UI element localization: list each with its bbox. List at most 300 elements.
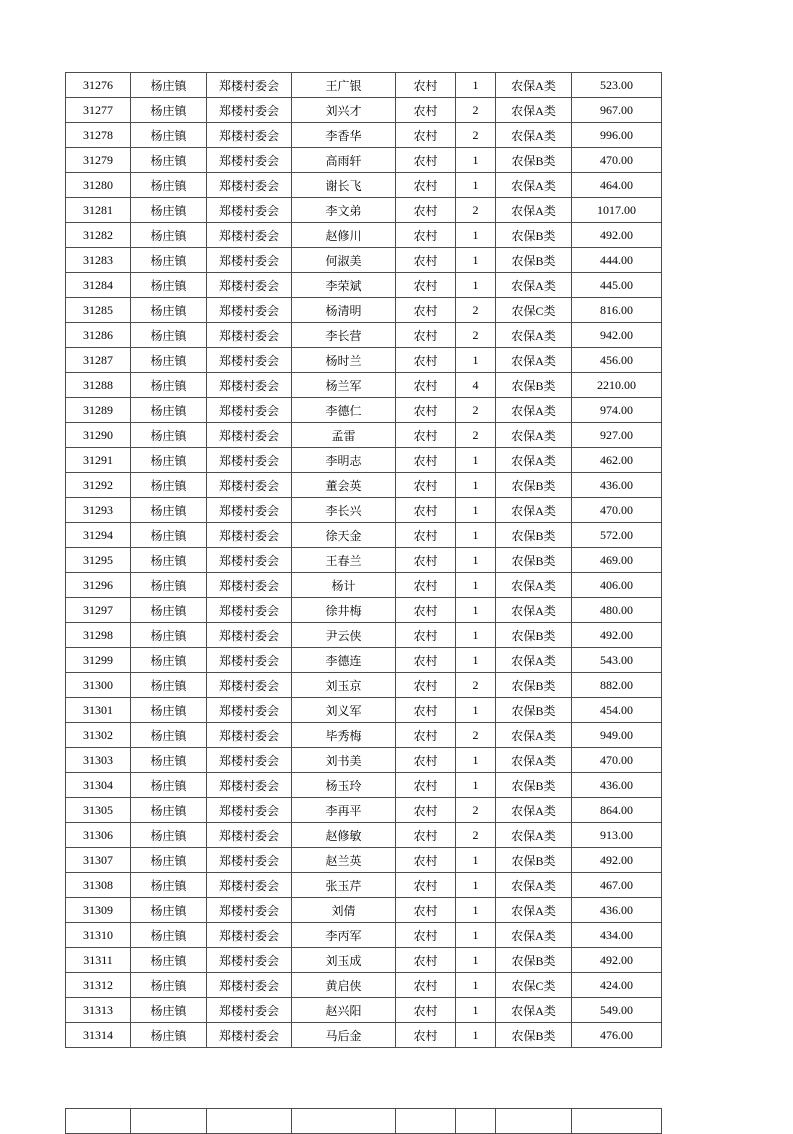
- cell-amount: 927.00: [572, 423, 662, 448]
- cell-person-count: 1: [456, 148, 496, 173]
- cell-residence-type: 农村: [396, 648, 456, 673]
- cell-insurance-category: 农保B类: [496, 148, 572, 173]
- cell-person-count: 2: [456, 298, 496, 323]
- cell-record-id: 31306: [66, 823, 131, 848]
- cell-person-name: 孟雷: [292, 423, 396, 448]
- cell-village-committee: 郑楼村委会: [207, 123, 292, 148]
- cell-residence-type: 农村: [396, 998, 456, 1023]
- table-row: [66, 798, 662, 823]
- cell-record-id: 31296: [66, 573, 131, 598]
- cell-record-id: 31276: [66, 73, 131, 98]
- cell-person-count: 1: [456, 648, 496, 673]
- cell-town: 杨庄镇: [131, 773, 207, 798]
- cell-person-name: 赵修敏: [292, 823, 396, 848]
- cell-town: 杨庄镇: [131, 848, 207, 873]
- cell-insurance-category: 农保A类: [496, 873, 572, 898]
- cell-insurance-category: 农保B类: [496, 673, 572, 698]
- cell-town: 杨庄镇: [131, 248, 207, 273]
- cell-village-committee: 郑楼村委会: [207, 1023, 292, 1048]
- cell-insurance-category: [496, 1109, 572, 1134]
- cell-person-name: 高雨轩: [292, 148, 396, 173]
- cell-insurance-category: 农保A类: [496, 323, 572, 348]
- cell-village-committee: 郑楼村委会: [207, 73, 292, 98]
- table-row: [66, 923, 662, 948]
- cell-person-name: 李丙军: [292, 923, 396, 948]
- cell-person-count: 1: [456, 773, 496, 798]
- cell-person-name: 李长营: [292, 323, 396, 348]
- cell-record-id: 31314: [66, 1023, 131, 1048]
- cell-record-id: 31284: [66, 273, 131, 298]
- cell-person-name: 刘玉京: [292, 673, 396, 698]
- cell-person-name: 徐井梅: [292, 598, 396, 623]
- cell-amount: 406.00: [572, 573, 662, 598]
- cell-person-name: 李文弟: [292, 198, 396, 223]
- cell-person-name: 杨玉玲: [292, 773, 396, 798]
- cell-amount: 436.00: [572, 773, 662, 798]
- cell-insurance-category: 农保A类: [496, 398, 572, 423]
- cell-town: 杨庄镇: [131, 98, 207, 123]
- table-row: [66, 898, 662, 923]
- cell-person-count: 1: [456, 473, 496, 498]
- cell-amount: 445.00: [572, 273, 662, 298]
- cell-person-name: 杨兰军: [292, 373, 396, 398]
- cell-amount: 949.00: [572, 723, 662, 748]
- cell-town: 杨庄镇: [131, 73, 207, 98]
- cell-village-committee: 郑楼村委会: [207, 873, 292, 898]
- cell-residence-type: 农村: [396, 848, 456, 873]
- next-page-table-fragment: [65, 1108, 662, 1134]
- cell-record-id: 31302: [66, 723, 131, 748]
- table-row: [66, 73, 662, 98]
- table-row: [66, 698, 662, 723]
- cell-residence-type: 农村: [396, 473, 456, 498]
- fragment-body: [66, 1109, 662, 1134]
- cell-amount: 492.00: [572, 848, 662, 873]
- table-row: [66, 573, 662, 598]
- table-row: [66, 298, 662, 323]
- cell-residence-type: 农村: [396, 948, 456, 973]
- table-row: [66, 148, 662, 173]
- table-row: [66, 523, 662, 548]
- cell-insurance-category: 农保B类: [496, 223, 572, 248]
- cell-residence-type: 农村: [396, 73, 456, 98]
- cell-person-count: 1: [456, 1023, 496, 1048]
- table-row: [66, 823, 662, 848]
- cell-insurance-category: 农保B类: [496, 373, 572, 398]
- cell-amount: 967.00: [572, 98, 662, 123]
- cell-person-name: 赵修川: [292, 223, 396, 248]
- cell-record-id: [66, 1109, 131, 1134]
- cell-residence-type: 农村: [396, 923, 456, 948]
- cell-insurance-category: 农保B类: [496, 523, 572, 548]
- cell-amount: 864.00: [572, 798, 662, 823]
- cell-record-id: 31293: [66, 498, 131, 523]
- table-row: [66, 198, 662, 223]
- cell-person-count: 1: [456, 623, 496, 648]
- cell-amount: [572, 1109, 662, 1134]
- cell-village-committee: 郑楼村委会: [207, 998, 292, 1023]
- cell-town: 杨庄镇: [131, 173, 207, 198]
- cell-residence-type: 农村: [396, 773, 456, 798]
- cell-record-id: 31307: [66, 848, 131, 873]
- cell-record-id: 31287: [66, 348, 131, 373]
- cell-record-id: 31278: [66, 123, 131, 148]
- cell-record-id: 31279: [66, 148, 131, 173]
- cell-amount: 942.00: [572, 323, 662, 348]
- cell-record-id: 31288: [66, 373, 131, 398]
- cell-residence-type: 农村: [396, 748, 456, 773]
- cell-residence-type: 农村: [396, 873, 456, 898]
- cell-residence-type: 农村: [396, 223, 456, 248]
- cell-insurance-category: 农保A类: [496, 648, 572, 673]
- cell-person-name: 赵兰英: [292, 848, 396, 873]
- cell-record-id: 31286: [66, 323, 131, 348]
- cell-village-committee: 郑楼村委会: [207, 698, 292, 723]
- cell-amount: 470.00: [572, 748, 662, 773]
- cell-person-name: 李德连: [292, 648, 396, 673]
- cell-amount: 492.00: [572, 948, 662, 973]
- cell-residence-type: 农村: [396, 498, 456, 523]
- cell-town: 杨庄镇: [131, 423, 207, 448]
- cell-record-id: 31309: [66, 898, 131, 923]
- table-row: [66, 173, 662, 198]
- cell-person-name: 赵兴阳: [292, 998, 396, 1023]
- cell-insurance-category: 农保B类: [496, 248, 572, 273]
- cell-town: 杨庄镇: [131, 323, 207, 348]
- cell-amount: 444.00: [572, 248, 662, 273]
- cell-person-count: 1: [456, 848, 496, 873]
- cell-person-name: 尹云侠: [292, 623, 396, 648]
- cell-residence-type: [396, 1109, 456, 1134]
- cell-amount: 543.00: [572, 648, 662, 673]
- cell-record-id: 31285: [66, 298, 131, 323]
- cell-amount: 424.00: [572, 973, 662, 998]
- cell-amount: 454.00: [572, 698, 662, 723]
- cell-person-count: 1: [456, 248, 496, 273]
- cell-person-name: 刘玉成: [292, 948, 396, 973]
- cell-residence-type: 农村: [396, 173, 456, 198]
- cell-residence-type: 农村: [396, 523, 456, 548]
- cell-residence-type: 农村: [396, 273, 456, 298]
- cell-village-committee: 郑楼村委会: [207, 323, 292, 348]
- cell-village-committee: 郑楼村委会: [207, 473, 292, 498]
- cell-insurance-category: 农保B类: [496, 473, 572, 498]
- cell-residence-type: 农村: [396, 698, 456, 723]
- cell-insurance-category: 农保B类: [496, 623, 572, 648]
- cell-town: 杨庄镇: [131, 748, 207, 773]
- cell-person-name: 毕秀梅: [292, 723, 396, 748]
- cell-person-count: 1: [456, 948, 496, 973]
- cell-record-id: 31277: [66, 98, 131, 123]
- cell-person-count: 1: [456, 898, 496, 923]
- table-row: [66, 248, 662, 273]
- cell-person-count: 4: [456, 373, 496, 398]
- cell-residence-type: 农村: [396, 123, 456, 148]
- cell-village-committee: 郑楼村委会: [207, 848, 292, 873]
- cell-village-committee: 郑楼村委会: [207, 248, 292, 273]
- cell-village-committee: 郑楼村委会: [207, 673, 292, 698]
- cell-village-committee: 郑楼村委会: [207, 423, 292, 448]
- cell-person-count: 2: [456, 823, 496, 848]
- table-row: [66, 773, 662, 798]
- cell-record-id: 31283: [66, 248, 131, 273]
- cell-village-committee: 郑楼村委会: [207, 948, 292, 973]
- cell-person-count: 1: [456, 998, 496, 1023]
- cell-person-count: 2: [456, 798, 496, 823]
- table-row: [66, 748, 662, 773]
- cell-village-committee: 郑楼村委会: [207, 173, 292, 198]
- cell-person-name: 徐天金: [292, 523, 396, 548]
- cell-person-name: 杨清明: [292, 298, 396, 323]
- cell-town: 杨庄镇: [131, 548, 207, 573]
- cell-residence-type: 农村: [396, 1023, 456, 1048]
- cell-insurance-category: 农保A类: [496, 98, 572, 123]
- cell-town: 杨庄镇: [131, 123, 207, 148]
- cell-residence-type: 农村: [396, 373, 456, 398]
- cell-residence-type: 农村: [396, 423, 456, 448]
- cell-person-count: 1: [456, 523, 496, 548]
- cell-insurance-category: 农保A类: [496, 748, 572, 773]
- cell-insurance-category: 农保A类: [496, 723, 572, 748]
- cell-person-count: 1: [456, 448, 496, 473]
- cell-insurance-category: 农保A类: [496, 498, 572, 523]
- table-row: [66, 548, 662, 573]
- cell-person-name: [292, 1109, 396, 1134]
- cell-insurance-category: 农保C类: [496, 298, 572, 323]
- cell-person-name: 李明志: [292, 448, 396, 473]
- cell-town: 杨庄镇: [131, 648, 207, 673]
- cell-record-id: 31303: [66, 748, 131, 773]
- cell-amount: 464.00: [572, 173, 662, 198]
- cell-person-count: 1: [456, 698, 496, 723]
- cell-record-id: 31295: [66, 548, 131, 573]
- cell-person-count: 1: [456, 273, 496, 298]
- cell-village-committee: 郑楼村委会: [207, 98, 292, 123]
- table-row: [66, 998, 662, 1023]
- cell-amount: 1017.00: [572, 198, 662, 223]
- cell-town: 杨庄镇: [131, 723, 207, 748]
- cell-person-count: 2: [456, 98, 496, 123]
- cell-village-committee: 郑楼村委会: [207, 973, 292, 998]
- cell-person-count: 2: [456, 198, 496, 223]
- cell-village-committee: 郑楼村委会: [207, 823, 292, 848]
- cell-town: 杨庄镇: [131, 298, 207, 323]
- cell-person-count: 2: [456, 723, 496, 748]
- table-row: [66, 423, 662, 448]
- cell-person-count: 1: [456, 923, 496, 948]
- cell-person-count: 2: [456, 398, 496, 423]
- cell-amount: 436.00: [572, 898, 662, 923]
- cell-insurance-category: 农保A类: [496, 73, 572, 98]
- cell-person-count: 1: [456, 748, 496, 773]
- cell-record-id: 31308: [66, 873, 131, 898]
- cell-person-count: 1: [456, 73, 496, 98]
- cell-residence-type: 农村: [396, 898, 456, 923]
- cell-village-committee: 郑楼村委会: [207, 273, 292, 298]
- cell-amount: 434.00: [572, 923, 662, 948]
- cell-amount: 996.00: [572, 123, 662, 148]
- cell-person-name: 王春兰: [292, 548, 396, 573]
- cell-person-count: 1: [456, 548, 496, 573]
- benefits-table: [65, 72, 662, 1048]
- cell-town: 杨庄镇: [131, 498, 207, 523]
- cell-village-committee: 郑楼村委会: [207, 898, 292, 923]
- cell-record-id: 31312: [66, 973, 131, 998]
- cell-insurance-category: 农保B类: [496, 773, 572, 798]
- cell-town: 杨庄镇: [131, 373, 207, 398]
- cell-residence-type: 农村: [396, 448, 456, 473]
- cell-village-committee: 郑楼村委会: [207, 498, 292, 523]
- cell-amount: 2210.00: [572, 373, 662, 398]
- cell-record-id: 31294: [66, 523, 131, 548]
- cell-record-id: 31282: [66, 223, 131, 248]
- cell-person-count: 1: [456, 598, 496, 623]
- cell-village-committee: 郑楼村委会: [207, 773, 292, 798]
- cell-town: 杨庄镇: [131, 598, 207, 623]
- cell-village-committee: 郑楼村委会: [207, 523, 292, 548]
- cell-record-id: 31300: [66, 673, 131, 698]
- cell-amount: 470.00: [572, 498, 662, 523]
- cell-record-id: 31298: [66, 623, 131, 648]
- cell-person-count: 1: [456, 173, 496, 198]
- cell-amount: 480.00: [572, 598, 662, 623]
- cell-amount: 467.00: [572, 873, 662, 898]
- cell-town: 杨庄镇: [131, 473, 207, 498]
- cell-person-name: 李德仁: [292, 398, 396, 423]
- cell-town: [131, 1109, 207, 1134]
- cell-amount: 492.00: [572, 623, 662, 648]
- cell-insurance-category: 农保A类: [496, 923, 572, 948]
- cell-person-name: 王广银: [292, 73, 396, 98]
- cell-person-name: 董会英: [292, 473, 396, 498]
- cell-village-committee: 郑楼村委会: [207, 923, 292, 948]
- cell-insurance-category: 农保A类: [496, 173, 572, 198]
- cell-residence-type: 农村: [396, 198, 456, 223]
- cell-village-committee: 郑楼村委会: [207, 748, 292, 773]
- cell-village-committee: 郑楼村委会: [207, 723, 292, 748]
- cell-village-committee: 郑楼村委会: [207, 298, 292, 323]
- cell-amount: 549.00: [572, 998, 662, 1023]
- cell-insurance-category: 农保A类: [496, 598, 572, 623]
- table-row: [66, 623, 662, 648]
- cell-village-committee: 郑楼村委会: [207, 798, 292, 823]
- cell-insurance-category: 农保A类: [496, 448, 572, 473]
- cell-person-name: 刘兴才: [292, 98, 396, 123]
- cell-residence-type: 农村: [396, 98, 456, 123]
- cell-residence-type: 农村: [396, 148, 456, 173]
- cell-person-count: 1: [456, 973, 496, 998]
- cell-residence-type: 农村: [396, 723, 456, 748]
- cell-amount: 974.00: [572, 398, 662, 423]
- cell-insurance-category: 农保A类: [496, 998, 572, 1023]
- cell-record-id: 31301: [66, 698, 131, 723]
- cell-amount: 470.00: [572, 148, 662, 173]
- cell-residence-type: 农村: [396, 673, 456, 698]
- cell-person-count: 1: [456, 573, 496, 598]
- cell-town: 杨庄镇: [131, 873, 207, 898]
- cell-town: 杨庄镇: [131, 148, 207, 173]
- table-row-partial: [66, 1109, 662, 1134]
- cell-village-committee: 郑楼村委会: [207, 573, 292, 598]
- cell-residence-type: 农村: [396, 798, 456, 823]
- cell-person-name: 李再平: [292, 798, 396, 823]
- cell-record-id: 31310: [66, 923, 131, 948]
- cell-residence-type: 农村: [396, 573, 456, 598]
- cell-amount: 436.00: [572, 473, 662, 498]
- cell-amount: 572.00: [572, 523, 662, 548]
- cell-person-name: 谢长飞: [292, 173, 396, 198]
- cell-record-id: 31290: [66, 423, 131, 448]
- table-row: [66, 723, 662, 748]
- cell-town: 杨庄镇: [131, 798, 207, 823]
- cell-person-name: 刘义军: [292, 698, 396, 723]
- cell-amount: 913.00: [572, 823, 662, 848]
- table-row: [66, 948, 662, 973]
- cell-amount: 882.00: [572, 673, 662, 698]
- cell-village-committee: 郑楼村委会: [207, 448, 292, 473]
- cell-insurance-category: 农保B类: [496, 698, 572, 723]
- table-row: [66, 123, 662, 148]
- cell-amount: 523.00: [572, 73, 662, 98]
- cell-insurance-category: 农保A类: [496, 423, 572, 448]
- cell-town: 杨庄镇: [131, 273, 207, 298]
- cell-record-id: 31291: [66, 448, 131, 473]
- table-row: [66, 873, 662, 898]
- cell-town: 杨庄镇: [131, 923, 207, 948]
- cell-person-name: 李香华: [292, 123, 396, 148]
- cell-insurance-category: 农保A类: [496, 823, 572, 848]
- cell-person-name: 马后金: [292, 1023, 396, 1048]
- cell-town: 杨庄镇: [131, 448, 207, 473]
- cell-residence-type: 农村: [396, 623, 456, 648]
- cell-village-committee: 郑楼村委会: [207, 648, 292, 673]
- cell-person-count: 1: [456, 498, 496, 523]
- table-row: [66, 323, 662, 348]
- cell-person-name: 杨计: [292, 573, 396, 598]
- cell-town: 杨庄镇: [131, 973, 207, 998]
- cell-town: 杨庄镇: [131, 348, 207, 373]
- table-row: [66, 1023, 662, 1048]
- cell-insurance-category: 农保B类: [496, 1023, 572, 1048]
- cell-residence-type: 农村: [396, 248, 456, 273]
- cell-village-committee: 郑楼村委会: [207, 148, 292, 173]
- cell-person-count: 1: [456, 223, 496, 248]
- cell-town: 杨庄镇: [131, 1023, 207, 1048]
- cell-residence-type: 农村: [396, 548, 456, 573]
- cell-record-id: 31313: [66, 998, 131, 1023]
- cell-insurance-category: 农保A类: [496, 798, 572, 823]
- cell-residence-type: 农村: [396, 598, 456, 623]
- table-row: [66, 598, 662, 623]
- cell-village-committee: [207, 1109, 292, 1134]
- cell-record-id: 31289: [66, 398, 131, 423]
- cell-village-committee: 郑楼村委会: [207, 373, 292, 398]
- cell-amount: 469.00: [572, 548, 662, 573]
- cell-person-count: 2: [456, 423, 496, 448]
- cell-record-id: 31305: [66, 798, 131, 823]
- cell-record-id: 31297: [66, 598, 131, 623]
- cell-insurance-category: 农保A类: [496, 348, 572, 373]
- cell-amount: 462.00: [572, 448, 662, 473]
- cell-person-count: 2: [456, 673, 496, 698]
- cell-insurance-category: 农保C类: [496, 973, 572, 998]
- cell-insurance-category: 农保A类: [496, 198, 572, 223]
- table-row: [66, 448, 662, 473]
- cell-residence-type: 农村: [396, 298, 456, 323]
- table-row: [66, 348, 662, 373]
- cell-town: 杨庄镇: [131, 198, 207, 223]
- cell-town: 杨庄镇: [131, 398, 207, 423]
